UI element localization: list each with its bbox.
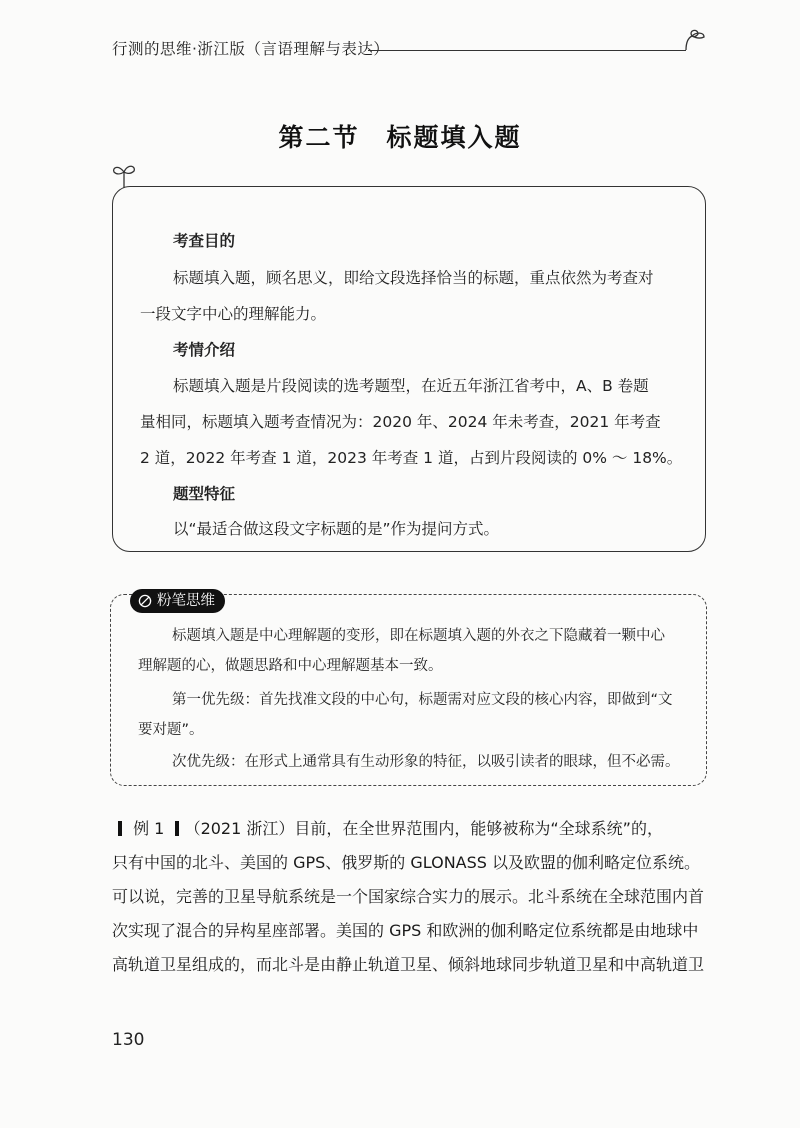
example-text: 次实现了混合的异构星座部署。美国的 GPS 和欧洲的伽利略定位系统都是由地球中 [112,921,699,940]
chalk-text: 理解题的心，做题思路和中心理解题基本一致。 [138,658,443,674]
intro-text: 标题填入题是片段阅读的选考题型，在近五年浙江省考中，A、B 卷题 [173,377,649,395]
section-title: 第二节 标题填入题 [278,123,522,152]
purpose-text: 标题填入题，顾名思义，即给文段选择恰当的标题，重点依然为考查对 [173,269,654,287]
sprout-icon [682,28,710,52]
example-first-line [118,818,663,840]
example-text: 只有中国的北斗、美国的 GPS、俄罗斯的 GLONASS 以及欧盟的伽利略定位系统。 [112,853,701,872]
chalk-thinking-badge [130,589,225,613]
example-text: （2021 浙江）目前，在全世界范围内，能够被称为“全球系统”的， [184,819,663,838]
header-rule [368,50,686,51]
feature-heading: 题型特征 [173,485,236,503]
intro-text: 2 道，2022 年考查 1 道，2023 年考查 1 道，占到片段阅读的 0% ～ 18%。 [140,449,683,467]
example-text: 可以说，完善的卫星导航系统是一个国家综合实力的展示。北斗系统在全球范围内首 [112,887,705,906]
chalk-text: 标题填入题是中心理解题的变形，即在标题填入题的外衣之下隐藏着一颗中心 [172,628,665,644]
chalk-icon [138,594,152,608]
page-number: 130 [112,1030,145,1050]
chalk-text: 次优先级：在形式上通常具有生动形象的特征，以吸引读者的眼球，但不必需。 [172,754,680,770]
purpose-text: 一段文字中心的理解能力。 [140,305,327,323]
chalk-text: 要对题”。 [138,722,204,738]
example-label: 例 1 [133,819,165,838]
purpose-heading: 考查目的 [173,232,236,250]
example-bar-left [118,821,122,836]
intro-heading: 考情介绍 [173,341,236,359]
feature-text: 以“最适合做这段文字标题的是”作为提问方式。 [173,520,500,538]
chalk-text: 第一优先级：首先找准文段的中心句，标题需对应文段的核心内容，即做到“文 [172,692,673,708]
example-text: 高轨道卫星组成的，而北斗是由静止轨道卫星、倾斜地球同步轨道卫星和中高轨道卫 [112,955,705,974]
example-bar-right [175,821,179,836]
chalk-badge-label: 粉笔思维 [157,593,215,609]
intro-text: 量相同，标题填入题考查情况为：2020 年、2024 年未考查，2021 年考查 [140,413,661,431]
running-header: 行测的思维·浙江版（言语理解与表达） [112,40,390,58]
